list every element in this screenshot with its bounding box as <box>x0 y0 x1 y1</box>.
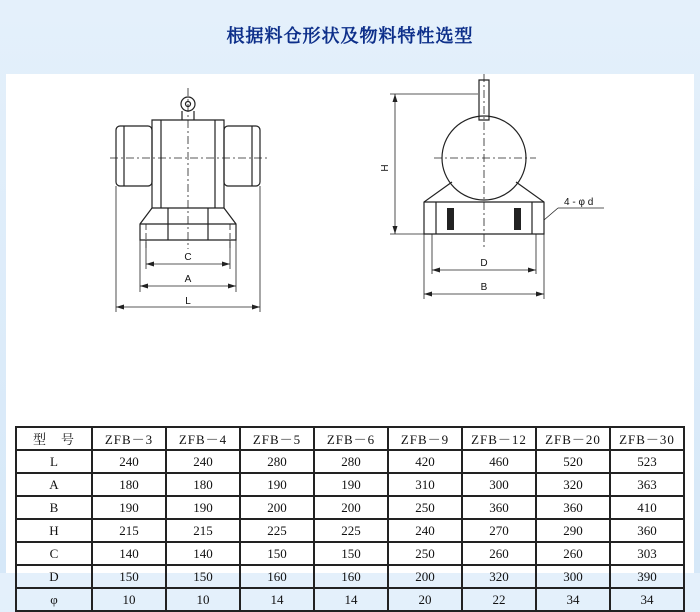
table-cell: 10 <box>92 588 166 611</box>
table-cell: 240 <box>166 450 240 473</box>
table-cell: 300 <box>536 565 610 588</box>
table-cell: 410 <box>610 496 684 519</box>
table-cell: B <box>16 496 92 519</box>
side-dim-b-label: B <box>480 282 488 293</box>
table-cell: 150 <box>240 542 314 565</box>
table-cell: 320 <box>462 565 536 588</box>
table-cell: 225 <box>240 519 314 542</box>
table-row <box>16 450 684 473</box>
table-cell: 420 <box>388 450 462 473</box>
table-row <box>16 496 684 519</box>
side-view-drawing <box>390 74 604 299</box>
table-cell: 270 <box>462 519 536 542</box>
table-header-cell: ZFB－4 <box>166 427 240 450</box>
table-cell: 260 <box>462 542 536 565</box>
table-cell: L <box>16 450 92 473</box>
table-cell: 190 <box>314 473 388 496</box>
table-header-cell: ZFB－12 <box>462 427 536 450</box>
table-header-row <box>16 427 684 450</box>
table-cell: 140 <box>92 542 166 565</box>
front-dim-l-label: L <box>185 296 191 307</box>
table-cell: 225 <box>314 519 388 542</box>
table-cell: H <box>16 519 92 542</box>
table-header-cell: ZFB－3 <box>92 427 166 450</box>
side-dim-d-label: D <box>480 258 488 269</box>
table-header-cell: ZFB－9 <box>388 427 462 450</box>
table-cell: 34 <box>610 588 684 611</box>
front-dim-a-label: A <box>184 274 192 285</box>
table-cell: 240 <box>388 519 462 542</box>
table-cell: 260 <box>536 542 610 565</box>
table-cell: 200 <box>240 496 314 519</box>
table-cell: 360 <box>462 496 536 519</box>
table-header-cell: 型 号 <box>16 427 92 450</box>
table-cell: 10 <box>166 588 240 611</box>
table-header-cell: ZFB－6 <box>314 427 388 450</box>
table-header-cell: ZFB－30 <box>610 427 684 450</box>
side-dim-h-label: H <box>380 164 391 172</box>
table-cell: 250 <box>388 496 462 519</box>
table-cell: 150 <box>166 565 240 588</box>
spec-table <box>15 426 685 612</box>
table-header-cell: ZFB－5 <box>240 427 314 450</box>
table-cell: 150 <box>314 542 388 565</box>
table-cell: φ <box>16 588 92 611</box>
table-cell: 280 <box>314 450 388 473</box>
table-cell: 160 <box>314 565 388 588</box>
table-cell: 140 <box>166 542 240 565</box>
table-cell: 200 <box>388 565 462 588</box>
side-hole-label: 4 - φ d <box>564 197 594 208</box>
table-cell: 150 <box>92 565 166 588</box>
table-cell: 363 <box>610 473 684 496</box>
table-cell: 215 <box>166 519 240 542</box>
table-cell: 190 <box>240 473 314 496</box>
table-cell: 303 <box>610 542 684 565</box>
table-cell: 240 <box>92 450 166 473</box>
table-cell: 215 <box>92 519 166 542</box>
table-cell: 190 <box>92 496 166 519</box>
front-dim-c-label: C <box>184 252 192 263</box>
table-cell: 523 <box>610 450 684 473</box>
table-cell: 250 <box>388 542 462 565</box>
table-cell: 200 <box>314 496 388 519</box>
table-header-cell: ZFB－20 <box>536 427 610 450</box>
table-cell: 460 <box>462 450 536 473</box>
table-cell: 360 <box>610 519 684 542</box>
table-cell: 22 <box>462 588 536 611</box>
table-cell: 320 <box>536 473 610 496</box>
table-cell: A <box>16 473 92 496</box>
table-cell: 280 <box>240 450 314 473</box>
table-cell: 180 <box>92 473 166 496</box>
table-cell: 300 <box>462 473 536 496</box>
table-cell: 180 <box>166 473 240 496</box>
content-panel <box>6 74 694 607</box>
table-cell: 390 <box>610 565 684 588</box>
table-cell: 34 <box>536 588 610 611</box>
table-cell: D <box>16 565 92 588</box>
table-cell: 20 <box>388 588 462 611</box>
table-cell: 290 <box>536 519 610 542</box>
table-cell: 190 <box>166 496 240 519</box>
table-cell: 520 <box>536 450 610 473</box>
table-row <box>16 519 684 542</box>
table-cell: 310 <box>388 473 462 496</box>
table-cell: 360 <box>536 496 610 519</box>
table-cell: 160 <box>240 565 314 588</box>
table-row <box>16 473 684 496</box>
table-cell: 14 <box>240 588 314 611</box>
table-row <box>16 565 684 588</box>
table-row <box>16 588 684 611</box>
vibrator-motor-drawings <box>6 74 694 414</box>
table-cell: 14 <box>314 588 388 611</box>
page-title: 根据料仓形状及物料特性选型 <box>226 26 474 47</box>
table-row <box>16 542 684 565</box>
table-cell: C <box>16 542 92 565</box>
